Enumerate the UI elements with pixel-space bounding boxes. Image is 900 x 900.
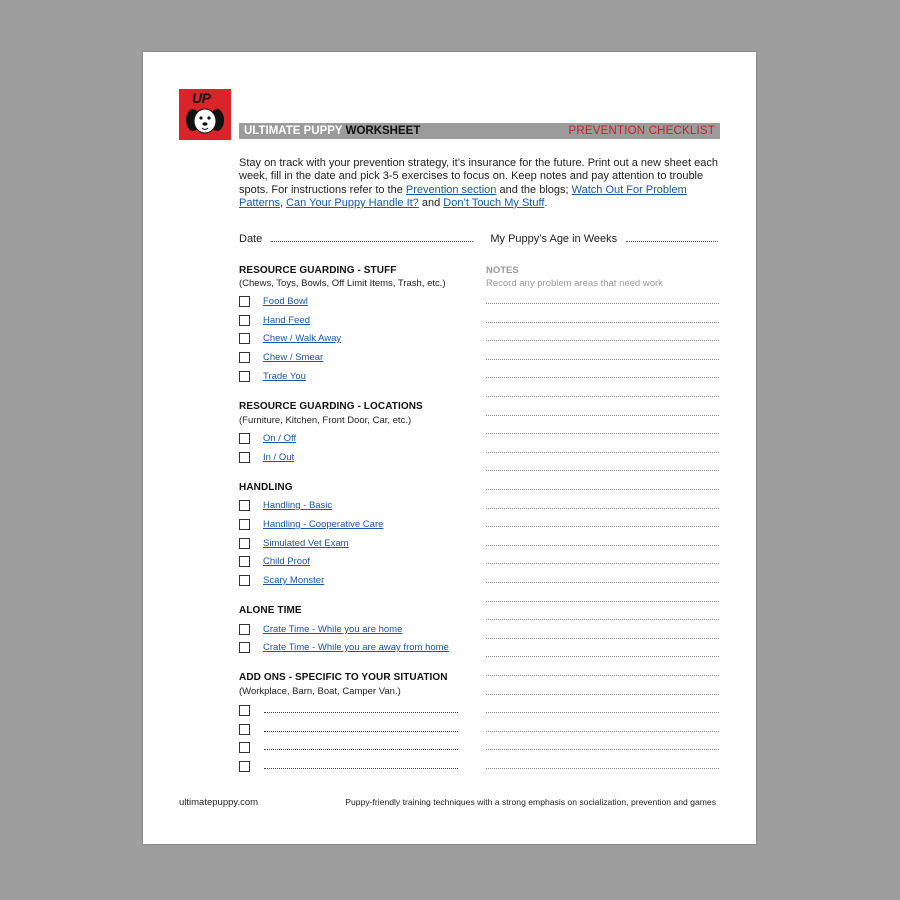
link-handling-cooperative[interactable]: Handling - Cooperative Care (263, 519, 384, 530)
link-on-off[interactable]: On / Off (263, 433, 297, 444)
note-line[interactable] (486, 749, 719, 750)
intro-text: , (279, 196, 287, 209)
checkbox-trade-you[interactable] (239, 371, 250, 382)
note-line[interactable] (486, 526, 719, 527)
note-line[interactable] (486, 582, 719, 583)
section-title-alone-time: ALONE TIME (239, 605, 302, 616)
checkbox-hand-feed[interactable] (239, 315, 250, 326)
note-line[interactable] (486, 508, 719, 509)
note-line[interactable] (486, 415, 719, 416)
checkbox-scary-monster[interactable] (239, 575, 250, 586)
date-label: Date (239, 233, 263, 245)
checklist-title: PREVENTION CHECKLIST (568, 125, 715, 137)
brand-name: ULTIMATE PUPPY (244, 125, 343, 137)
note-line[interactable] (486, 377, 719, 378)
checkbox-child-proof[interactable] (239, 556, 250, 567)
note-line[interactable] (486, 619, 719, 620)
link-hand-feed[interactable]: Hand Feed (263, 315, 311, 326)
note-line[interactable] (486, 694, 719, 695)
link-chew-smear[interactable]: Chew / Smear (263, 352, 324, 363)
note-line[interactable] (486, 452, 719, 453)
ultimate-puppy-logo (179, 89, 231, 140)
link-in-out[interactable]: In / Out (263, 452, 295, 463)
watch-out-link[interactable]: Watch Out For Problem Patterns (239, 183, 687, 209)
footer-tagline: Puppy-friendly training techniques with a strong emphasis on socialization, prevention and games (345, 797, 716, 807)
note-line[interactable] (486, 396, 719, 397)
checkbox-chew-smear[interactable] (239, 352, 250, 363)
age-label: My Puppy’s Age in Weeks (490, 233, 618, 245)
logo-text: UP (192, 90, 211, 106)
link-food-bowl[interactable]: Food Bowl (263, 296, 308, 307)
note-line[interactable] (486, 545, 719, 546)
section-title-locations: RESOURCE GUARDING - LOCATIONS (239, 401, 423, 412)
section-subtitle-locations: (Furniture, Kitchen, Front Door, Car, etc.) (239, 415, 412, 426)
section-title-handling: HANDLING (239, 482, 293, 493)
checkbox-add-on[interactable] (239, 742, 250, 753)
checkbox-crate-home[interactable] (239, 624, 250, 635)
dont-touch-link[interactable]: Don’t Touch My Stuff (443, 196, 545, 209)
section-subtitle-stuff: (Chews, Toys, Bowls, Off Limit Items, Trash, etc.) (239, 278, 446, 289)
checkbox-simulated-vet-exam[interactable] (239, 538, 250, 549)
note-line[interactable] (486, 638, 719, 639)
section-title-add-ons: ADD ONS - SPECIFIC TO YOUR SITUATION (239, 672, 448, 683)
link-chew-walk-away[interactable]: Chew / Walk Away (263, 333, 342, 344)
checkbox-crate-away[interactable] (239, 642, 250, 653)
notes-subtitle: Record any problem areas that need work (486, 278, 663, 289)
add-on-field[interactable] (264, 768, 458, 769)
worksheet-title (244, 124, 420, 138)
note-line[interactable] (486, 675, 719, 676)
checkbox-in-out[interactable] (239, 452, 250, 463)
note-line[interactable] (486, 489, 719, 490)
notes-title: NOTES (486, 265, 519, 276)
worksheet-page (143, 52, 756, 844)
prevention-section-link[interactable]: Prevention section (405, 183, 497, 196)
checkbox-on-off[interactable] (239, 433, 250, 444)
note-line[interactable] (486, 601, 719, 602)
link-child-proof[interactable]: Child Proof (263, 556, 310, 567)
note-line[interactable] (486, 768, 719, 769)
intro-text: and (418, 196, 444, 209)
footer-site: ultimatepuppy.com (179, 797, 259, 808)
note-line[interactable] (486, 712, 719, 713)
checkbox-add-on[interactable] (239, 705, 250, 716)
date-field[interactable] (271, 232, 473, 242)
checkbox-handling-basic[interactable] (239, 500, 250, 511)
link-crate-home[interactable]: Crate Time - While you are home (263, 624, 403, 635)
intro-text: . (544, 196, 548, 209)
intro-text: Stay on track with your prevention strategy, it’s insurance for the future. Print out a new sheet each week, fill in the date and pick 3-5 exercises to focus on. Keep notes and pay attention to trouble spots. For instructions refer to the (239, 157, 718, 196)
note-line[interactable] (486, 433, 719, 434)
section-subtitle-add-ons: (Workplace, Barn, Boat, Camper Van.) (239, 686, 401, 697)
note-line[interactable] (486, 563, 719, 564)
checkbox-add-on[interactable] (239, 724, 250, 735)
intro-text: and the blogs; (496, 183, 572, 196)
link-trade-you[interactable]: Trade You (263, 371, 306, 382)
add-on-field[interactable] (264, 712, 458, 713)
checkbox-chew-walk-away[interactable] (239, 333, 250, 344)
intro-paragraph (239, 157, 719, 210)
age-field[interactable] (626, 232, 718, 242)
checkbox-food-bowl[interactable] (239, 296, 250, 307)
note-line[interactable] (486, 303, 719, 304)
link-crate-away[interactable]: Crate Time - While you are away from home (263, 642, 449, 653)
note-line[interactable] (486, 340, 719, 341)
checkbox-handling-cooperative[interactable] (239, 519, 250, 530)
note-line[interactable] (486, 359, 719, 360)
link-handling-basic[interactable]: Handling - Basic (263, 500, 333, 511)
link-simulated-vet-exam[interactable]: Simulated Vet Exam (263, 538, 349, 549)
note-line[interactable] (486, 731, 719, 732)
checkbox-add-on[interactable] (239, 761, 250, 772)
add-on-field[interactable] (264, 749, 458, 750)
add-on-field[interactable] (264, 731, 458, 732)
section-title-stuff: RESOURCE GUARDING - STUFF (239, 265, 397, 276)
date-row (239, 232, 718, 245)
link-scary-monster[interactable]: Scary Monster (263, 575, 325, 586)
note-line[interactable] (486, 656, 719, 657)
worksheet-label: WORKSHEET (342, 125, 421, 137)
header-bar (239, 123, 720, 139)
can-your-puppy-link[interactable]: Can Your Puppy Handle It? (286, 196, 419, 209)
note-line[interactable] (486, 470, 719, 471)
note-line[interactable] (486, 322, 719, 323)
